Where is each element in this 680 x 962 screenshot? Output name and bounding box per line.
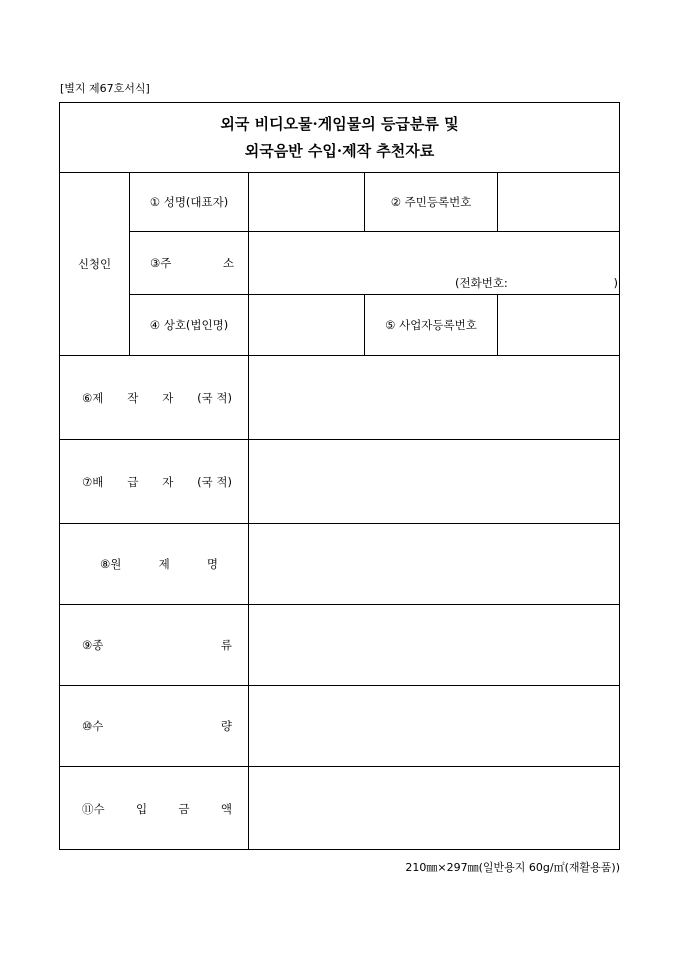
label-part: (국 적): [197, 474, 232, 489]
name-label: ① 성명(대표자): [149, 195, 229, 209]
business-number-label: ⑤ 사업자등록번호: [385, 318, 477, 332]
label-part: (국 적): [197, 390, 232, 405]
type-field[interactable]: [249, 605, 620, 685]
form-title: [60, 103, 619, 173]
label-part: 자: [162, 390, 174, 405]
label-part: ⑪수: [82, 801, 105, 816]
label-part: 제: [158, 557, 170, 571]
address-label-part: ③주: [150, 256, 172, 270]
form-number: [별지 제67호서식]: [60, 82, 150, 95]
label-part: ⑥제: [82, 390, 104, 405]
resident-number-field[interactable]: [498, 173, 620, 231]
paper-spec-footer: 210㎜×297㎜(일반용지 60g/㎡(재활용품)): [405, 861, 620, 874]
phone-close: ): [613, 276, 618, 290]
address-label-part: 소: [222, 256, 234, 270]
label-part: 액: [220, 801, 232, 816]
original-title-label: [60, 524, 248, 604]
label-part: 입: [135, 801, 148, 816]
producer-field[interactable]: [249, 356, 620, 439]
form-table: [59, 102, 620, 850]
label-part: 작: [127, 390, 139, 405]
label-part: ⑦배: [82, 474, 104, 489]
distributor-label: [60, 440, 248, 523]
name-field[interactable]: [249, 173, 364, 231]
address-field[interactable]: [249, 232, 620, 272]
import-amount-field[interactable]: [249, 767, 620, 850]
title-line-2: 외국음반 수입·제작 추천자료: [244, 142, 435, 160]
company-name-field[interactable]: [249, 295, 364, 355]
producer-label: [60, 356, 248, 439]
type-label: [60, 605, 248, 685]
label-part: 명: [206, 557, 218, 571]
applicant-group-label: 신청인: [77, 257, 112, 271]
company-name-label: ④ 상호(법인명): [149, 318, 229, 332]
title-line-1: 외국 비디오물·게임물의 등급분류 및: [220, 115, 459, 133]
quantity-field[interactable]: [249, 686, 620, 766]
label-part: 급: [127, 474, 139, 489]
label-part: ⑩수: [82, 719, 104, 733]
label-part: ⑨종: [82, 638, 104, 652]
label-part: 금: [178, 801, 190, 816]
label-part: ⑧원: [100, 557, 122, 571]
business-number-field[interactable]: [498, 295, 620, 355]
address-label: [130, 232, 248, 294]
original-title-field[interactable]: [249, 524, 620, 604]
resident-number-label: ② 주민등록번호: [390, 195, 472, 209]
quantity-label: [60, 686, 248, 766]
label-part: 자: [162, 474, 174, 489]
import-amount-label: [60, 767, 248, 850]
label-part: 량: [220, 719, 232, 733]
phone-label: (전화번호:: [455, 276, 508, 290]
distributor-field[interactable]: [249, 440, 620, 523]
phone-row: [249, 272, 620, 294]
label-part: 류: [220, 638, 232, 652]
